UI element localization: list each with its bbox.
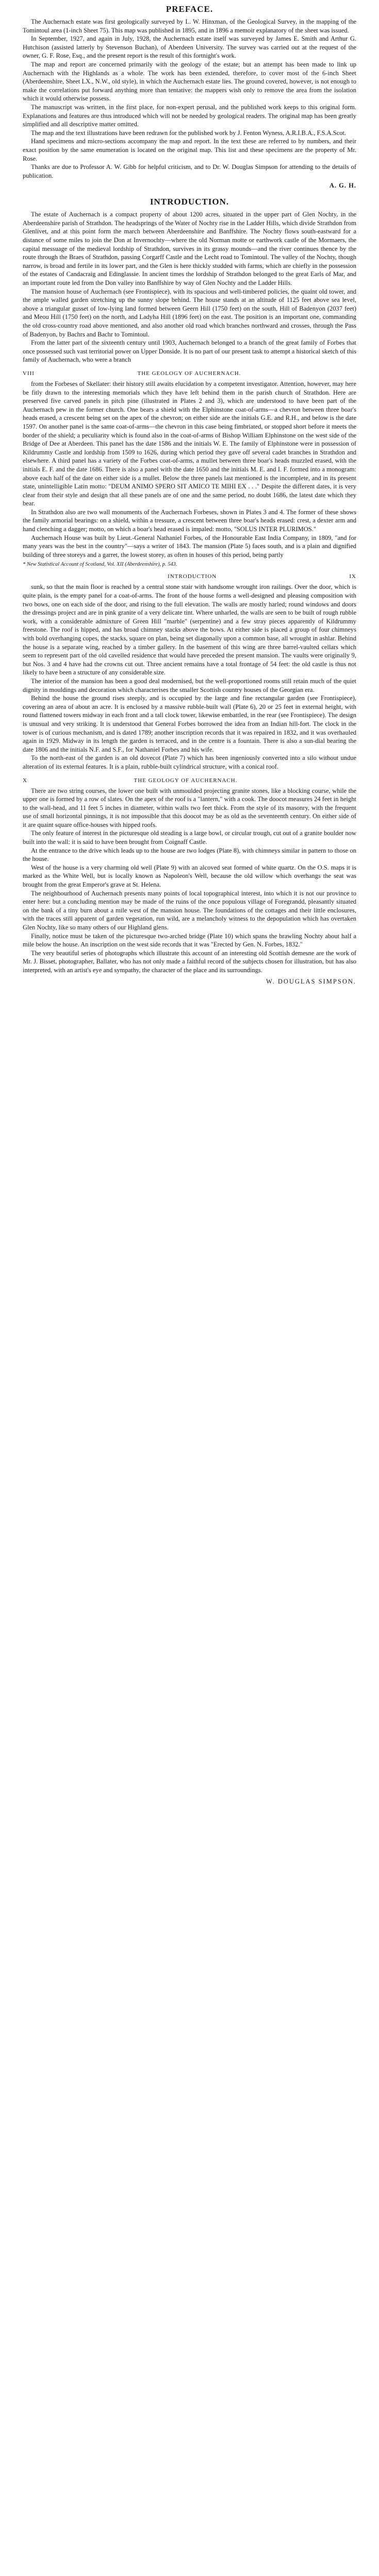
body-paragraph: To the north-east of the garden is an old dovecot (Plate 7) which has been ingeniously converted into a silo without undue alteration of its external features. It is a plain, rubble-built cylindrical structure, with a conical roof. (23, 754, 356, 770)
body-paragraph: Behind the house the ground rises steeply, and is occupied by the large and fine rectangular garden (see Frontispiece), covering an area of about an acre. It is enclosed by a massive rubble-built wall (Plate 6), 20 or 25 feet in external height, with round flattened towers midway in each front and a tall clock tower, likewise embattled, in the rear (see Frontispiece). The design is unusual and very striking. It is understood that General Forbes borrowed the idea from an Indian hill-fort. The clock in the tower is of curious mechanism, and is dated 1789; another inscription records that it was repaired in 1832, and it was overhauled again in 1929. Midway in its length the garden is terraced, and in the centre is a fountain. There is also a sun-dial bearing the date 1806 and the initials N.F. and S.F., for Nathaniel Forbes and his wife. (23, 694, 356, 753)
body-paragraph: The very beautiful series of photographs which illustrate this account of an interesting old Scottish demesne are the work of Mr. J. Bisset, photographer, Ballater, who has not only made a faithful record of the subjects chosen for illustration, but has also interpreted, with an artist's eye and sympathy, the character of the place and its surroundings. (23, 949, 356, 974)
body-paragraph: from the Forbeses of Skellater: their history still awaits elucidation by a competent investigator. Attention, however, may here be fitly drawn to the interesting memorials which they have left behind them in the parish church of Strathdon. Here are preserved five carved panels in pitch pine (illustrated in Plates 2 and 3), which are understood to have been part of the Auchernach pew in the former church. One bears a shield with the Elphinstone coat-of-arms—a chevron between three boar's heads erased, a crescent being set on the apex of the chevron; on either side are the initials G.E. and R.H., and below is the date 1597. On another panel is the same coat-of-arms—the chevron in this case being fimbriated, or stopped short before it meets the border of the shield; a peculiarity which is found also in the coat-of-arms of Bishop William Elphinstone on the west side of the Bridge of Dee at Aberdeen. This panel has the date 1586 and the initials W. E. The family of Elphinstone were in possession of Kildrummy Castle and lordship from 1509 to 1626, during which period they gave off several cadet branches in Strathdon and elsewhere. A third panel has a variety of the Forbes coat-of-arms, a mullet between three boar's heads muzzled erased, with the initials E. F. and the date 1686. There is also a panel with the date 1650 and the initials M. E. and I. F. formed into a monogram: above each half of the date on either side is a mullet. Below the three panels last mentioned is the incomplete, and in its present state, unintelligible Latin motto: "DEUM ANIMO SPERO SIT AMICO TE MIHI EX . . ." Despite the different dates, it is very clear from their style and design that all these panels are of one and the same period, no doubt 1686, the latest date which they bear. (23, 380, 356, 507)
body-paragraph: In Strathdon also are two wall monuments of the Auchernach Forbeses, shown in Plates 3 and 4. The former of these shows the family armorial bearings: on a shield, within a tressure, a crescent between three boar's heads erased: crest, a dexter arm and hand clenching a dagger; motto, on which a boar's head erased is impaled: motto, "SOLUS INTER PLURIMOS." (23, 508, 356, 533)
preface-paragraph: In September, 1927, and again in July, 1928, the Auchernach estate itself was surveyed by James E. Smith and Arthur G. Hutchison (assisted latterly by Stevenson Buchan), of Aberdeen University. The survey was carried out at the request of the owner, G. F. Rose, Esq., and the present report is the result of this fortnight's work. (23, 35, 356, 60)
page-x (23, 777, 356, 986)
body-paragraph: Finally, notice must be taken of the picturesque two-arched bridge (Plate 10) which spans the brawling Nochty about half a mile below the house. An inscription on the west side records that it was "Erected by Gen. N. Forbes, 1832." (23, 932, 356, 948)
running-head-title: INTRODUCTION (168, 573, 217, 580)
preface-title: PREFACE. (166, 4, 213, 14)
preface-body (23, 18, 356, 180)
preface-signature: A. G. H. (329, 182, 356, 190)
running-head-title: THE GEOLOGY OF AUCHERNACH. (137, 370, 241, 377)
body-paragraph: There are two string courses, the lower one built with unmoulded projecting granite stones, like a blocking course, while the upper one is formed by a row of slates. On the apex of the roof is a "lantern," with a cook. The doocot measures 24 feet in height to the wall-head, and 11 feet 5 inches in diameter, within walls two feet thick. From the style of its masonry, with the frequent use of small horizontal pinnings, it is not impossible that this doocot may be as old as the seventeenth century. On either side of it are quaint square office-houses with hipped roofs. (23, 787, 356, 828)
introduction-section (23, 197, 356, 364)
preface-paragraph: The map and report are concerned primarily with the geology of the estate; but an attempt has been made to link up Auchernach with the Highlands as a whole. The work has been extended, therefore, to cover most of the 6-inch Sheet (Aberdeenshire, Sheet LX., N.W., old style), in which the Auchernach estate lies. The ground covered, however, is not enough to make the correlations put forward anything more than tentative: the mappers wish only to remove the area from the isolation which it would otherwise possess. (23, 60, 356, 103)
running-head (23, 573, 356, 580)
body-paragraph: Auchernach House was built by Lieut.-General Nathaniel Forbes, of the Honourable East India Company, in 1809, "and for many years was the best in the country"—says a writer of 1843. The mansion (Plate 5) faces south, and is a plain and dignified building of three storeys and a garret, the lowest storey, as often in houses of this period, being partly (23, 534, 356, 558)
preface-paragraph: Thanks are due to Professor A. W. Gibb for helpful criticism, and to Dr. W. Douglas Simpson for attending to the details of publication. (23, 163, 356, 179)
page-x-body (23, 787, 356, 975)
page-number: IX (349, 573, 356, 580)
introduction-paragraph: The mansion house of Auchernach (see Frontispiece), with its spacious and well-timbered policies, the quaint old tower, and the ample walled garden stretching up the sunny slope behind. The house stands at an altitude of 1125 feet above sea level, above a triangular gusset of low-lying land formed between Geern Hill (1750 feet) on the south, Hill of Badenyon (2037 feet) and Meou Hill (1750 feet) on the north, and Ladyha Hill (1896 feet) on the east. The position is an important one, commanding the old cross-country road above mentioned, and also another old road which branches northward and crosses, through the Pass of Badenyon, by Bachrs and Bachr to Tomintoul. (23, 287, 356, 338)
page-viii (23, 370, 356, 568)
page-number: VIII (23, 370, 35, 377)
page-ix (23, 573, 356, 771)
body-paragraph: The interior of the mansion has been a good deal modernised, but the well-proportioned rooms still retain much of the quiet dignity in mouldings and decoration which characterises the smaller Scottish country houses of the Georgian era. (23, 677, 356, 693)
preface-paragraph: The manuscript was written, in the first place, for non-expert perusal, and the published work keeps to this original form. Explanations and features are thus introduced which will not be needed by geological readers. The original map has been greatly simplified and all descriptive matter omitted. (23, 103, 356, 128)
document-page (0, 0, 379, 986)
body-paragraph: The neighbourhood of Auchernach presents many points of local topographical interest, into which it is not our province to enter here: but a concluding mention may be made of the ruins of the once populous village of Foregrandd, pleasantly situated on the bank of a tiny burn about a mile west of the mansion house. The foundations of the cottages and their little enclosures, with the traces still apparent of garden vegetation, run wild, are a melancholy witness to the depopulation which has overtaken Glen Nochty, like so many others of our Highland glens. (23, 889, 356, 931)
running-head-title: THE GEOLOGY OF AUCHERNACH. (134, 777, 238, 784)
body-paragraph: sunk, so that the main floor is reached by a central stone stair with handsome wrought iron railings. Over the door, which is quite plain, is the empty panel for a coat-of-arms. The front of the house forms a well-designed and pleasing composition with two bows, one on each side of the door, and rising to the full elevation. The walls are mostly harled; round windows and doors the dressings project and are in pink granite of a very delicate tint. Where unharled, the walls are seen to be built of rough rubble work, with a considerable admixture of Green Hill "marble" (serpentine) and a few stray pieces apparently of Kildrummy freestone. The roof is hipped, and has broad chimney stacks above the bows. At either side is placed a group of four chimneys with bold overhanging copes, the stacks, square on plan, being set diagonally upon a common base, all wrought in ashlar. Behind the house is a separate wing, reached by a timber gallery. In the basement of this wing are three barrel-vaulted cellars which seem to represent part of the old cavelled residence that would have preceded the present mansion. The vaults were originally 9, but Nos. 3 and 4 have had the crowns cut out. Three ancient remains have a total frontage of 54 feet: the old castle is thus not likely to have been a structure of any considerable size. (23, 583, 356, 676)
introduction-body (23, 210, 356, 364)
body-paragraph: At the entrance to the drive which leads up to the house are two lodges (Plate 8), with chimneys similar in pattern to those on the house. (23, 846, 356, 863)
preface-paragraph: Hand specimens and micro-sections accompany the map and report. In the text these are referred to by numbers, and their exact position by the same enumeration is located on the original map. This list and these specimens are the property of Mr. Rose. (23, 138, 356, 162)
page-number: X (23, 777, 27, 784)
introduction-paragraph: From the latter part of the sixteenth century until 1903, Auchernach belonged to a branch of the great family of Forbes that once possessed such vast territorial power on Upper Donside. It is no part of our present task to attempt a historical sketch of this family of Auchernach, who were a branch (23, 339, 356, 364)
footnote: * New Statistical Account of Scotland, Vol. XII (Aberdeenshire), p. 543. (23, 562, 177, 568)
preface-paragraph: The Auchernach estate was first geologically surveyed by L. W. Hinxman, of the Geological Survey, in the mapping of the Tomintoul area (1-inch Sheet 75). This map was published in 1895, and in 1896 a memoir explanatory of the sheet was issued. (23, 18, 356, 34)
introduction-title: INTRODUCTION. (150, 197, 229, 207)
running-head (23, 370, 356, 377)
body-paragraph: The only feature of interest in the picturesque old steading is a large bowl, or circular trough, cut out of a granite boulder now built into the wall: it is said to have been brought from Coignaff Castle. (23, 829, 356, 846)
page-ix-body (23, 583, 356, 771)
page-viii-body (23, 380, 356, 559)
body-paragraph: West of the house is a very charming old well (Plate 9) with an alcoved seat formed of white quartz. On the O.S. maps it is marked as the White Well, but is locally known as Napoleon's Well, because the old willow which overhangs the seat was brought from the great Emperor's grave at St. Helena. (23, 863, 356, 889)
preface-section (23, 4, 356, 190)
running-head (23, 777, 356, 784)
preface-paragraph: The map and the text illustrations have been redrawn for the published work by J. Fenton Wyness, A.R.I.B.A., F.S.A.Scot. (31, 129, 347, 137)
closing-signature: W. DOUGLAS SIMPSON. (266, 977, 356, 985)
introduction-paragraph: The estate of Auchernach is a compact property of about 1200 acres, situated in the upper part of Glen Nochty, in the Aberdeenshire parish of Strathdon. The headsprings of the Water of Nochty rise in the Ladder Hills, which divide Strathdon from Glenlivet, and at this point form the march between Aberdeenshire and Banffshire. The Nochty flows south-eastward for a distance of some miles to join the Don at Invernochty—where the old Norman motte or earthwork castle of the Mormaers, the capital messuage of the medieval lordship of Strathdon, survives in its grassy mounds—and the river continues thence by the route through the Braes of Strathdon, passing Corgarff Castle and the Lecht road to Tomintoul. The valley of the Nochty, though narrow, is broad and fertile in its lower part, and the Glen is here thickly studded with farms, which are chiefly in the possession of the estates of Candacraig and Edinglassie. In ancient times the lordship of Strathdon belonged to the great Earls of Mar, and an important route led from the Don valley into Banffshire by way of Glen Nochty and the Ladder Hills. (23, 211, 356, 287)
